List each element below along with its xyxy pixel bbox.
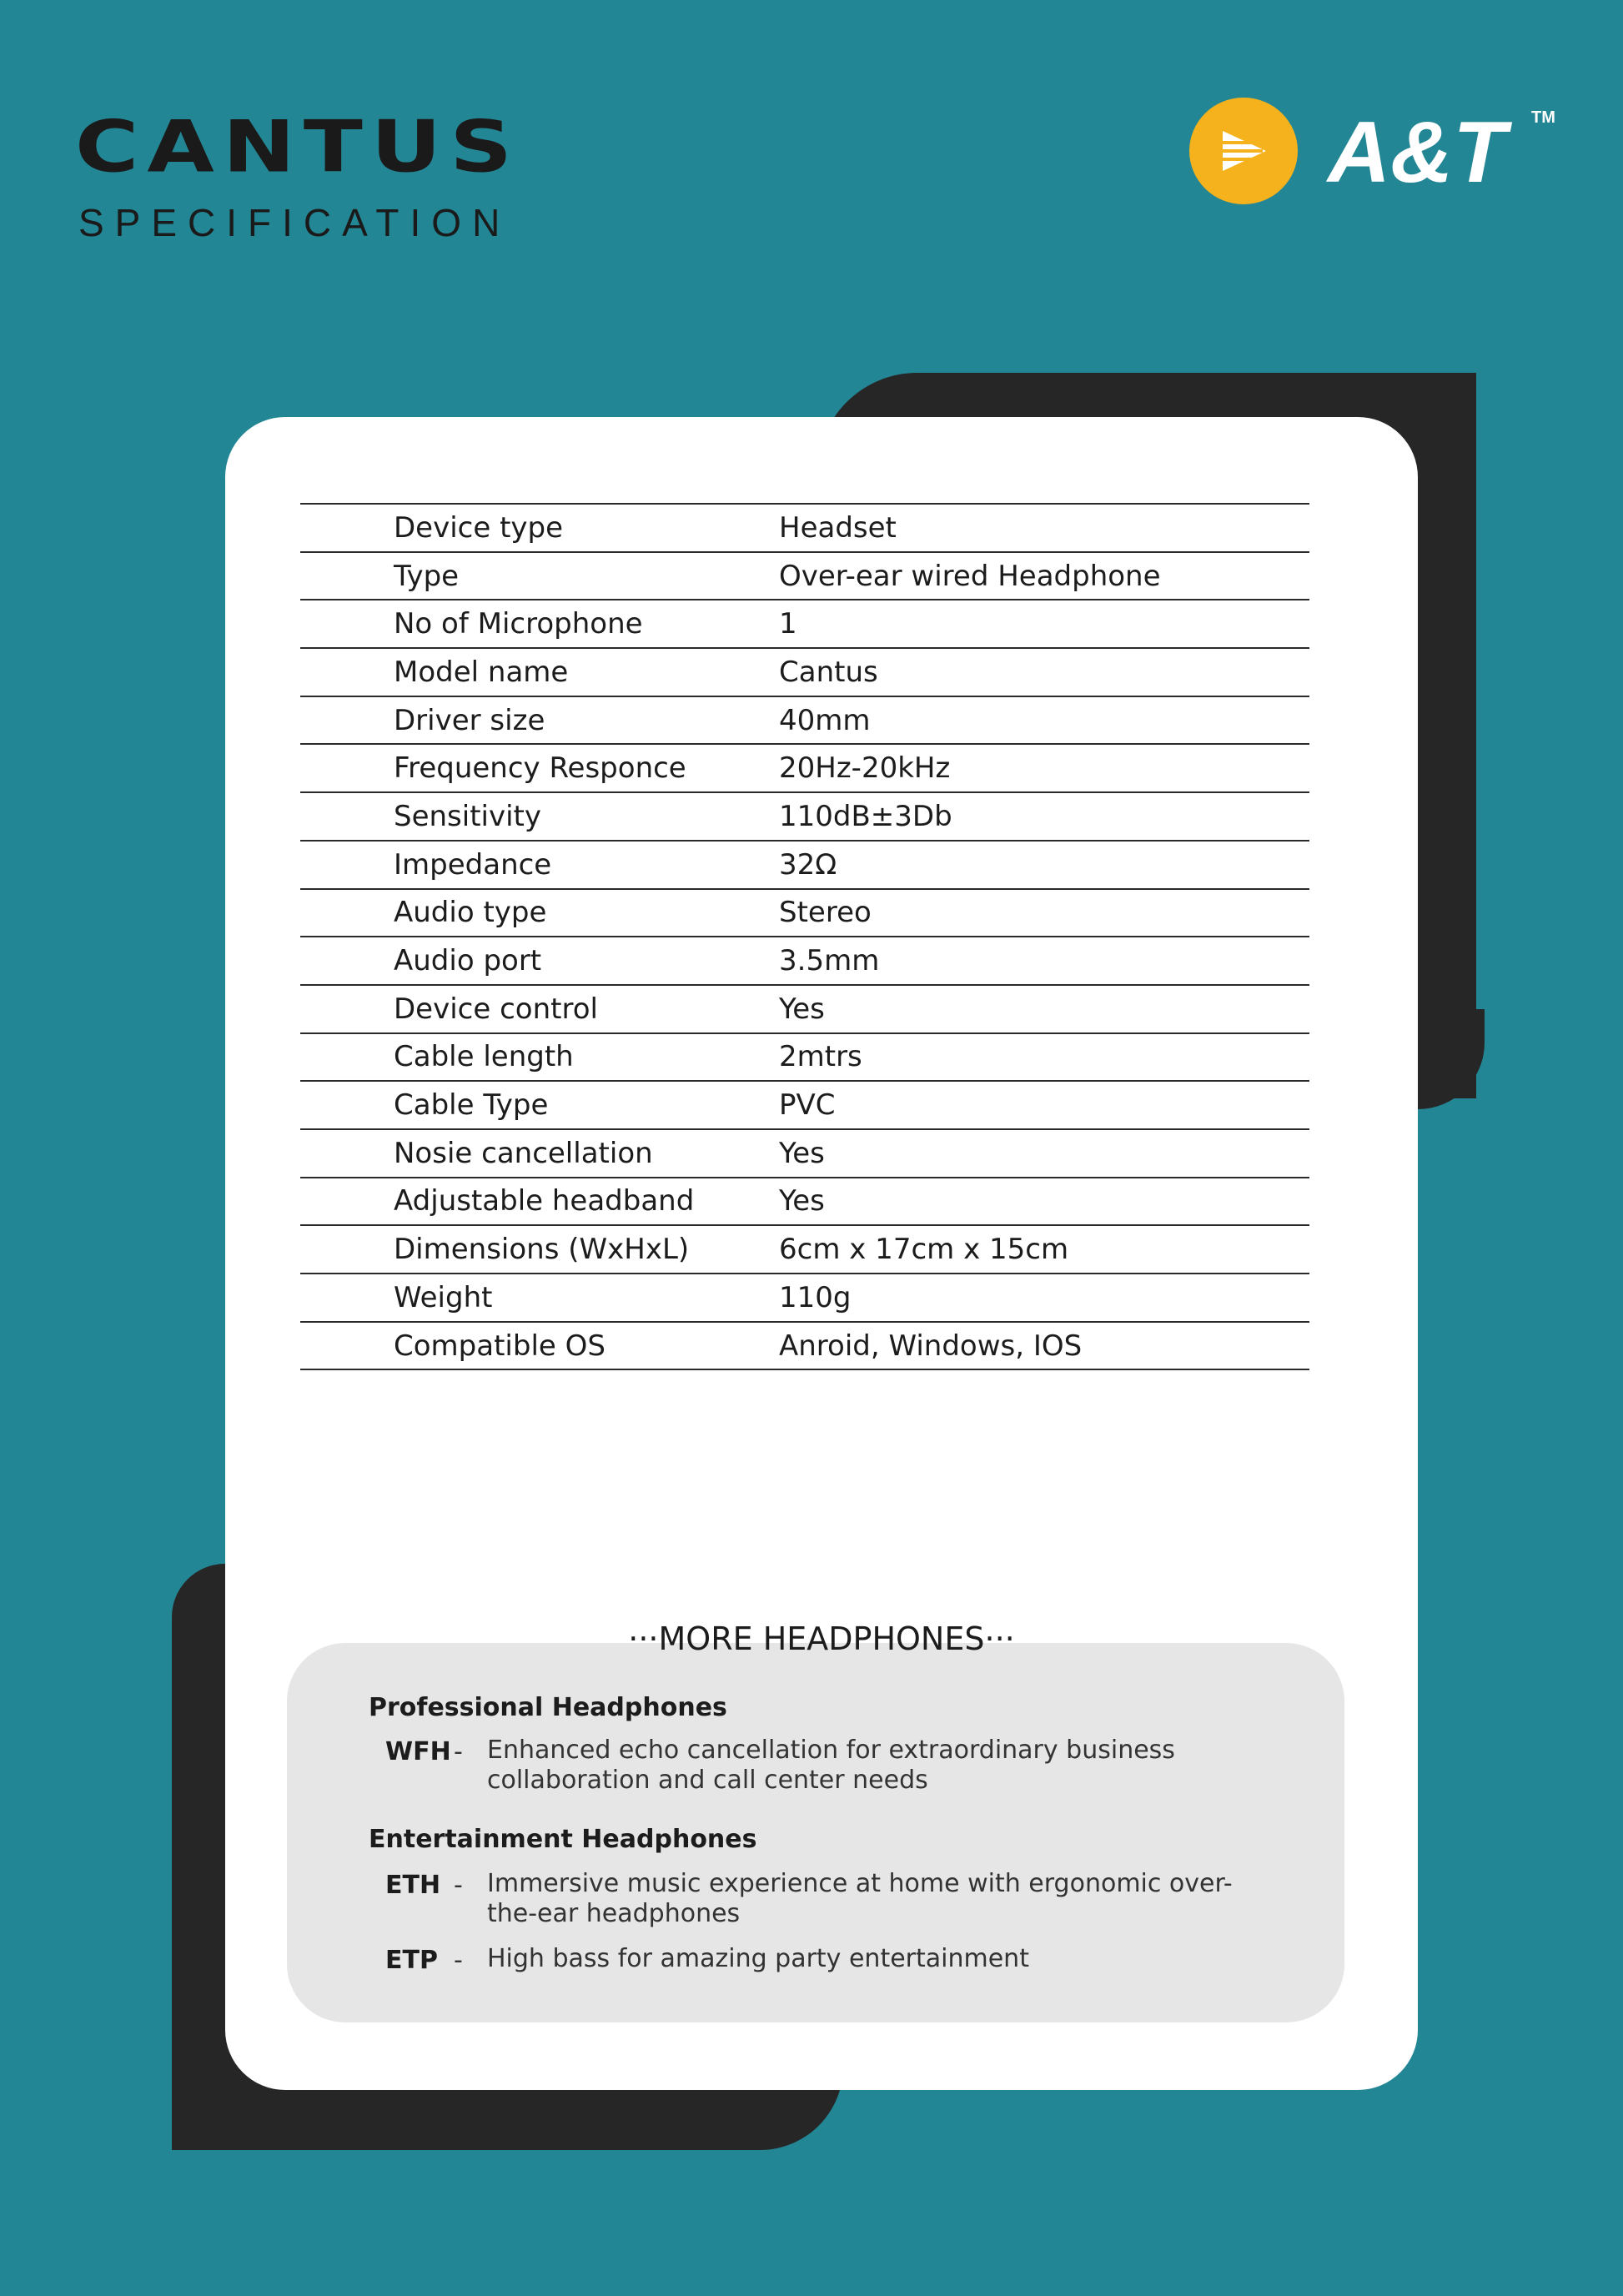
spec-label: Model name: [394, 655, 569, 689]
spec-table: [300, 503, 1309, 1370]
spec-label: Audio port: [394, 944, 542, 978]
spec-value: Yes: [779, 1136, 825, 1170]
more-headphones-title: ···MORE HEADPHONES···: [628, 1620, 1015, 1657]
product-description: High bass for amazing party entertainment: [487, 1944, 1029, 1973]
spec-row: [300, 793, 1309, 842]
spec-row: [300, 890, 1309, 938]
spec-row: [300, 1178, 1309, 1227]
spec-label: Cable length: [394, 1040, 574, 1074]
spec-card: [225, 417, 1418, 2090]
spec-value: 40mm: [779, 703, 871, 737]
spec-label: Dimensions (WxHxL): [394, 1233, 690, 1267]
spec-value: Anroid, Windows, IOS: [779, 1329, 1083, 1363]
spec-row: [300, 649, 1309, 697]
spec-value: 3.5mm: [779, 944, 880, 978]
spec-row: [300, 1034, 1309, 1083]
spec-label: Frequency Responce: [394, 751, 686, 786]
spec-label: Adjustable headband: [394, 1184, 695, 1218]
separator-dash: -: [454, 1871, 463, 1900]
spec-label: Impedance: [394, 847, 552, 882]
spec-value: 32Ω: [779, 847, 837, 882]
product-description: Enhanced echo cancellation for extraordinary business collaboration and call center needs: [487, 1736, 1175, 1795]
spec-value: PVC: [779, 1088, 836, 1123]
spec-row: [300, 553, 1309, 601]
brand-logo-icon: [1189, 98, 1298, 204]
spec-label: Weight: [394, 1280, 493, 1314]
product-description: Immersive music experience at home with ergonomic over-the-ear headphones: [487, 1869, 1233, 1928]
spec-label: Audio type: [394, 896, 547, 930]
spec-value: 20Hz-20kHz: [779, 751, 951, 786]
spec-row: [300, 986, 1309, 1034]
spec-value: Over-ear wired Headphone: [779, 559, 1161, 593]
spec-value: Stereo: [779, 896, 872, 930]
spec-value: Yes: [779, 1184, 825, 1218]
spec-label: Cable Type: [394, 1088, 549, 1123]
trademark-mark: TM: [1531, 108, 1555, 127]
spec-label: No of Microphone: [394, 607, 643, 641]
spec-label: Device control: [394, 992, 598, 1026]
separator-dash: -: [454, 1737, 463, 1766]
spec-row: [300, 697, 1309, 746]
spec-label: Type: [394, 559, 460, 593]
spec-value: 110g: [779, 1280, 852, 1314]
spec-value: 6cm x 17cm x 15cm: [779, 1233, 1069, 1267]
spec-row: [300, 1274, 1309, 1323]
spec-row: [300, 600, 1309, 649]
spec-value: 2mtrs: [779, 1040, 862, 1074]
spec-row: [300, 1323, 1309, 1371]
product-code: ETP: [385, 1946, 438, 1975]
separator-dash: -: [454, 1946, 463, 1975]
spec-value: 110dB±3Db: [779, 799, 952, 833]
spec-label: Driver size: [394, 703, 545, 737]
product-title: CANTUS: [75, 105, 521, 189]
spec-row: [300, 745, 1309, 793]
spec-label: Device type: [394, 510, 564, 545]
spec-value: Yes: [779, 992, 825, 1026]
spec-value: 1: [779, 607, 797, 641]
spec-row: [300, 937, 1309, 986]
category-heading: Professional Headphones: [369, 1693, 727, 1722]
spec-row: [300, 505, 1309, 553]
spec-row: [300, 1226, 1309, 1274]
spec-label: Compatible OS: [394, 1329, 605, 1363]
spec-row: [300, 842, 1309, 890]
page-subtitle: SPECIFICATION: [78, 201, 511, 244]
category-heading: Entertainment Headphones: [369, 1825, 757, 1854]
spec-row: [300, 1130, 1309, 1178]
more-headphones-panel: [287, 1643, 1344, 2022]
brand-logo-text: A&T: [1328, 104, 1506, 201]
spec-label: Nosie cancellation: [394, 1136, 653, 1170]
spec-label: Sensitivity: [394, 799, 542, 833]
spec-value: Cantus: [779, 655, 878, 689]
spec-value: Headset: [779, 510, 897, 545]
product-code: WFH: [385, 1737, 451, 1766]
spec-row: [300, 1082, 1309, 1130]
product-code: ETH: [385, 1871, 441, 1900]
